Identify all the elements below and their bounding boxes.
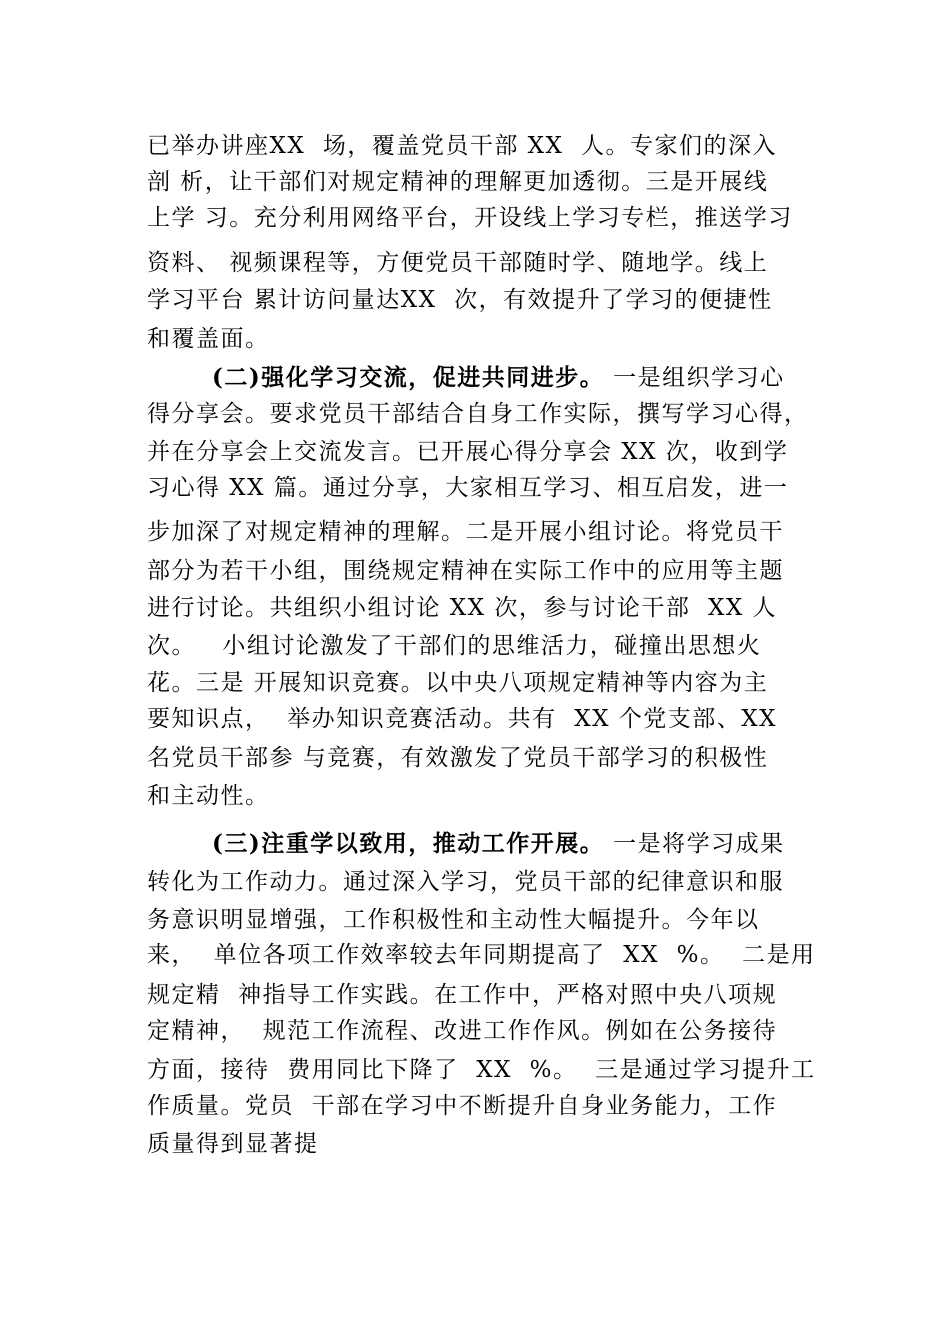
section-heading-3: (三)注重学以致用，推动工作开展。 (212, 830, 605, 857)
p3-line-2: 转化为工作动力。通过深入学习，党员干部的纪律意识和服 (147, 869, 784, 895)
p1-line-3: 上学 习。充分利用网络平台，开设线上学习专栏，推送学习 (147, 205, 793, 231)
p3-line-4: 来， 单位各项工作效率较去年同期提高了 XX %。 二是用 (147, 942, 816, 968)
p2-line-9: 花。三是 开展知识竞赛。以中央八项规定精神等内容为主 (147, 670, 769, 696)
p1-line-2: 剖 析，让干部们对规定精神的理解更加透彻。三是开展线 (147, 169, 769, 195)
p3-first-line-rest: 一是将学习成果 (604, 831, 785, 857)
p3-line-6: 定精神， 规范工作流程、改进工作作风。例如在公务接待 (147, 1018, 778, 1044)
p2-first-line (212, 360, 822, 396)
p2-line-12: 和主动性。 (147, 783, 270, 809)
p3-line-3: 务意识明显增强，工作积极性和主动性大幅提升。今年以 (147, 907, 760, 933)
p2-line-2: 得分享会。要求党员干部结合自身工作实际，撰写学习心得， (147, 401, 809, 427)
p1-line-5: 学习平台 累计访问量达XX 次，有效提升了学习的便捷性 (147, 287, 773, 313)
p3-line-9: 质量得到显著提 (147, 1131, 319, 1157)
p2-line-7: 进行讨论。共组织小组讨论 XX 次，参与讨论干部 XX 人 (147, 595, 778, 621)
p3-first-line (212, 826, 822, 862)
p2-first-line-rest: 一是组织学习心 (604, 365, 785, 391)
p2-line-11: 名党员干部参 与竞赛，有效激发了党员干部学习的积极性 (147, 745, 769, 771)
p2-line-4: 习心得 XX 篇。通过分享，大家相互学习、相互启发，进一 (147, 475, 789, 501)
section-heading-2: (二)强化学习交流，促进共同进步。 (212, 364, 605, 391)
p2-line-3: 并在分享会上交流发言。已开展心得分享会 XX 次，收到学 (147, 439, 789, 465)
p1-line-1: 已举办讲座XX 场，覆盖党员干部 XX 人。专家们的深入 (147, 133, 778, 159)
p3-line-8: 作质量。党员 干部在学习中不断提升自身业务能力，工作 (147, 1093, 778, 1119)
p3-line-7: 方面，接待 费用同比下降了 XX %。 三是通过学习提升工 (147, 1057, 816, 1083)
p2-line-8: 次。 小组讨论激发了干部们的思维活力，碰撞出思想火 (147, 633, 762, 659)
p2-line-10: 要知识点， 举办知识竞赛活动。共有 XX 个党支部、XX (147, 706, 778, 732)
p1-line-6: 和覆盖面。 (147, 326, 270, 352)
p2-line-6: 部分为若干小组，围绕规定精神在实际工作中的应用等主题 (147, 558, 784, 584)
p2-line-5: 步加深了对规定精神的理解。二是开展小组讨论。将党员干 (147, 519, 784, 545)
p1-line-4: 资料、 视频课程等，方便党员干部随时学、随地学。线上 (147, 250, 769, 276)
p3-line-5: 规定精 神指导工作实践。在工作中，严格对照中央八项规 (147, 982, 778, 1008)
